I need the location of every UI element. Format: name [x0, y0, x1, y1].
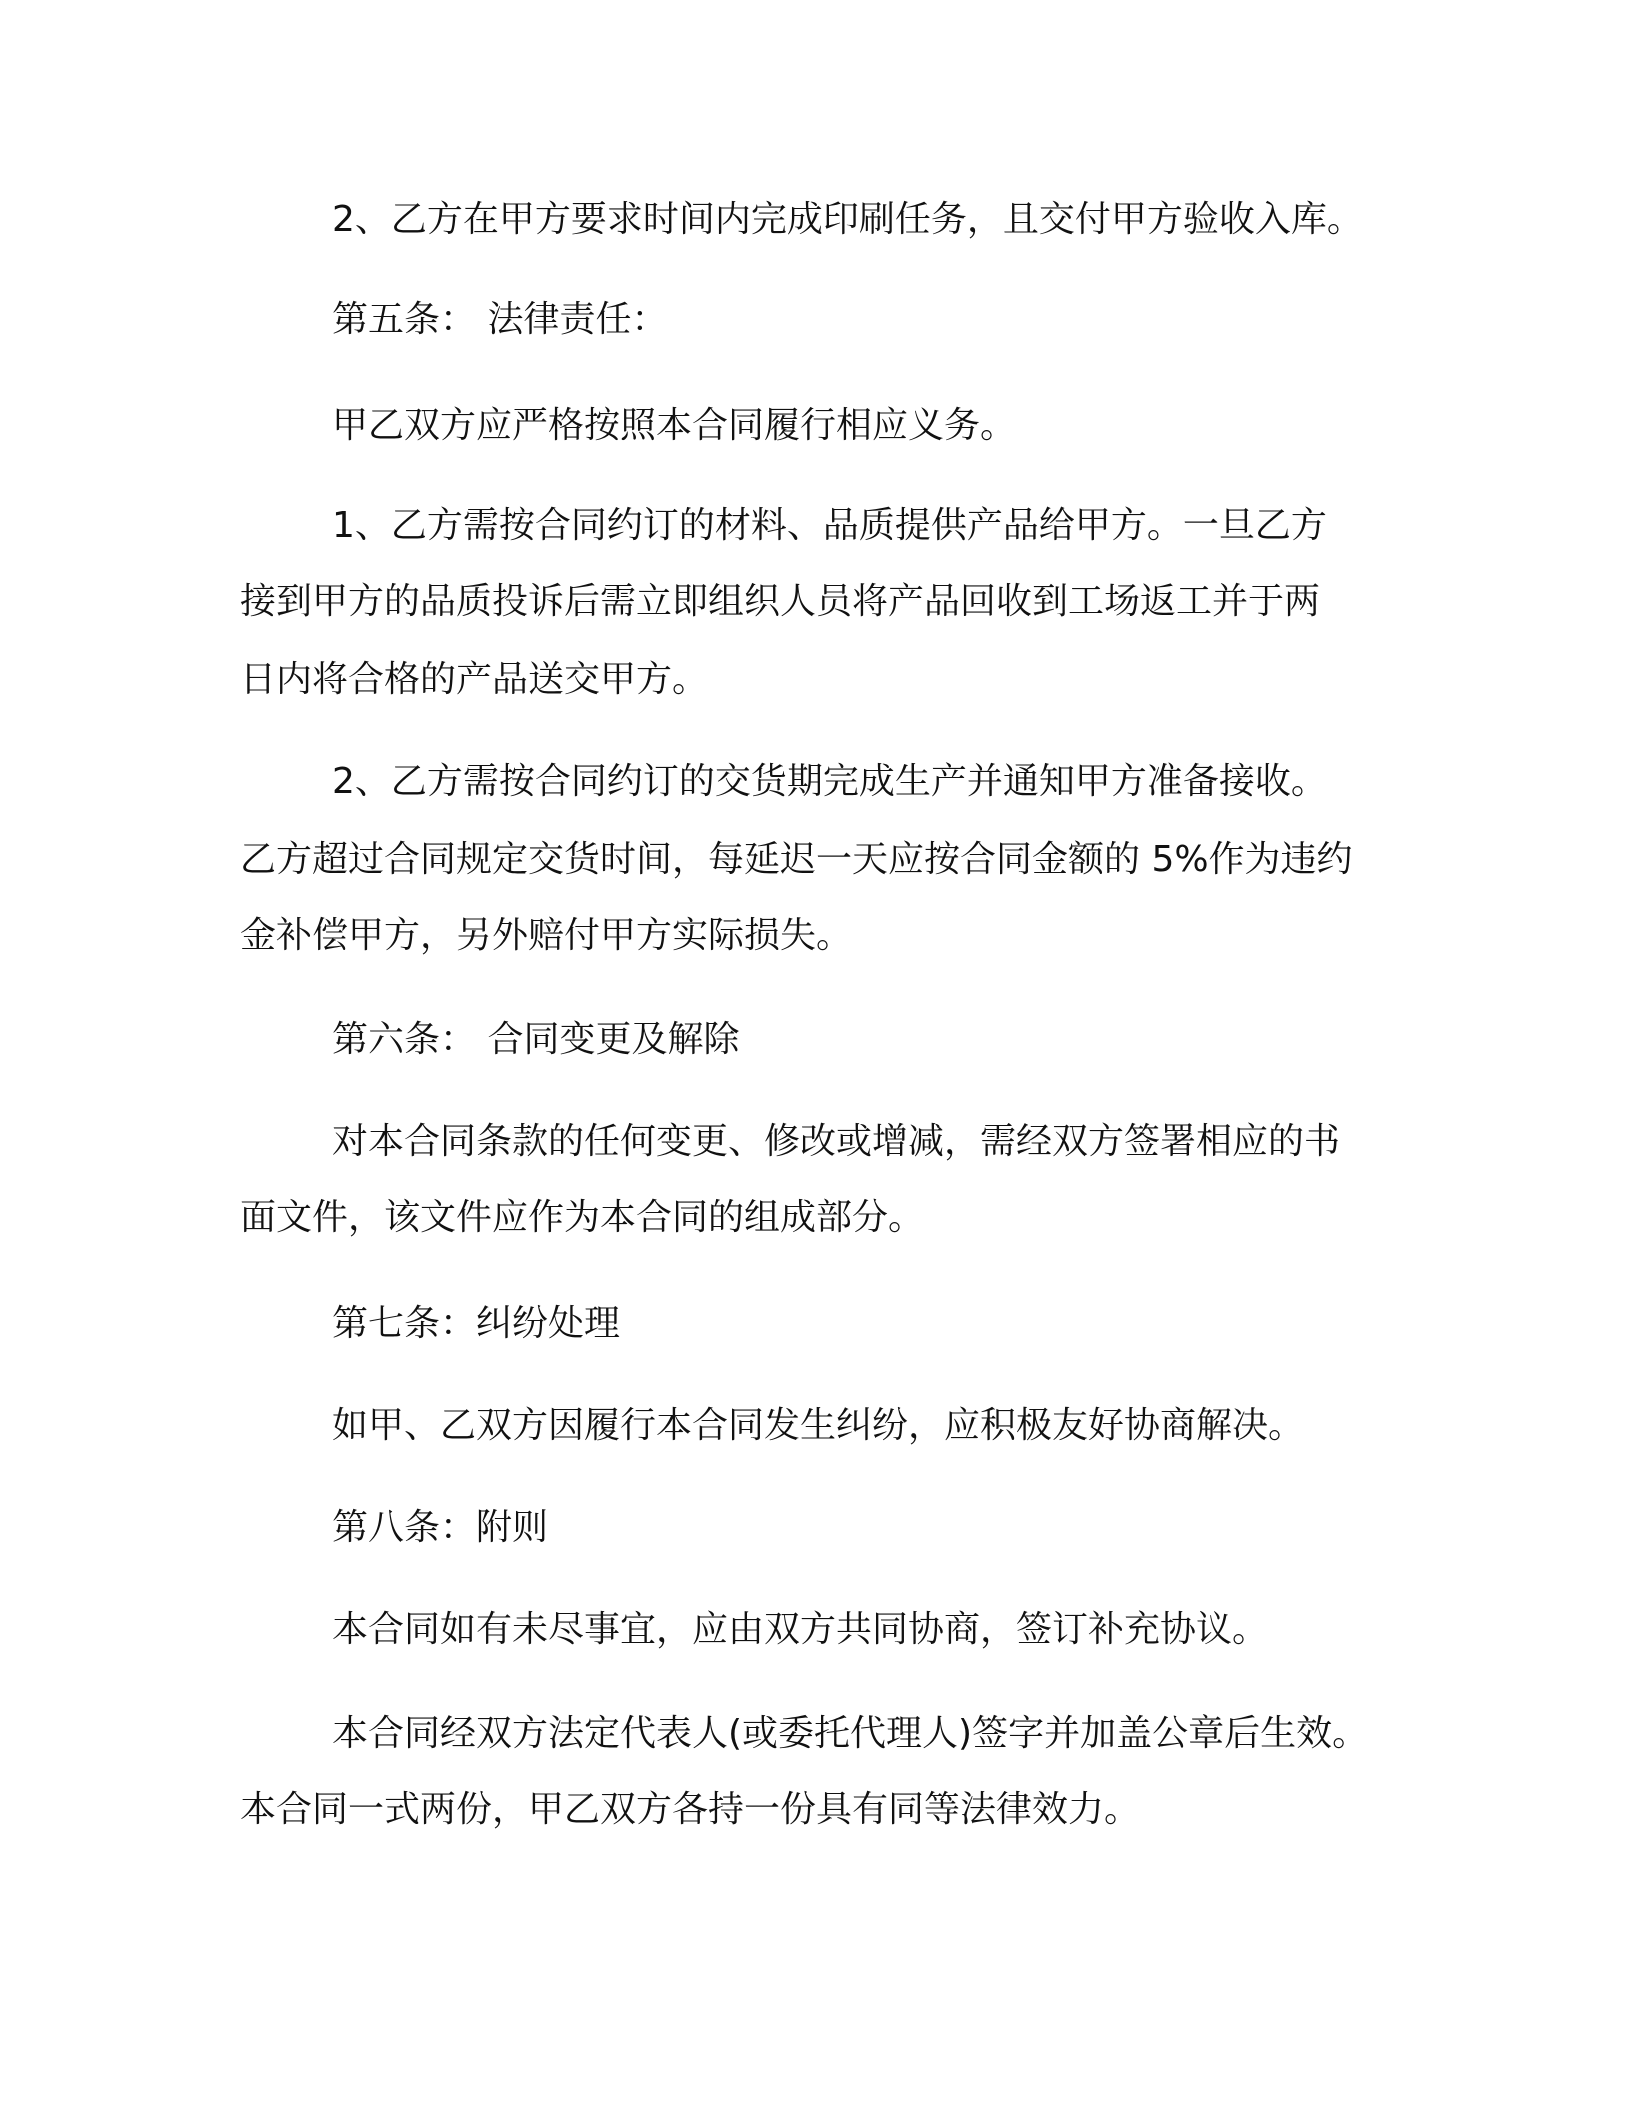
article-8-body-1: 本合同如有未尽事宜，应由双方共同协商，签订补充协议。	[332, 1609, 1269, 1650]
article-5-item-2-line-2: 乙方超过合同规定交货时间，每延迟一天应按合同金额的 5%作为违约	[240, 839, 1353, 880]
article-6-body-line-1: 对本合同条款的任何变更、修改或增减，需经双方签署相应的书	[332, 1121, 1341, 1162]
article-8-heading: 第八条：附则	[332, 1507, 549, 1548]
clause-4-item-2: 2、乙方在甲方要求时间内完成印刷任务，且交付甲方验收入库。	[332, 199, 1363, 240]
article-5-item-2-line-3: 金补偿甲方，另外赔付甲方实际损失。	[240, 915, 853, 956]
article-5-item-1-line-3: 日内将合格的产品送交甲方。	[240, 659, 709, 700]
article-7-heading: 第七条：纠纷处理	[332, 1303, 621, 1344]
article-6-body-line-2: 面文件，该文件应作为本合同的组成部分。	[240, 1197, 925, 1238]
article-5-item-1-line-1: 1、乙方需按合同约订的材料、品质提供产品给甲方。一旦乙方	[332, 505, 1327, 546]
article-7-body: 如甲、乙双方因履行本合同发生纠纷，应积极友好协商解决。	[332, 1405, 1305, 1446]
article-5-intro: 甲乙双方应严格按照本合同履行相应义务。	[332, 405, 1017, 446]
article-8-body-2-line-2: 本合同一式两份，甲乙双方各持一份具有同等法律效力。	[240, 1789, 1141, 1830]
article-6-heading: 第六条： 合同变更及解除	[332, 1019, 740, 1060]
article-8-body-2-line-1: 本合同经双方法定代表人(或委托代理人)签字并加盖公章后生效。	[332, 1713, 1369, 1754]
article-5-heading: 第五条： 法律责任：	[332, 299, 668, 340]
article-5-item-1-line-2: 接到甲方的品质投诉后需立即组织人员将产品回收到工场返工并于两	[240, 581, 1321, 622]
article-5-item-2-line-1: 2、乙方需按合同约订的交货期完成生产并通知甲方准备接收。	[332, 761, 1327, 802]
